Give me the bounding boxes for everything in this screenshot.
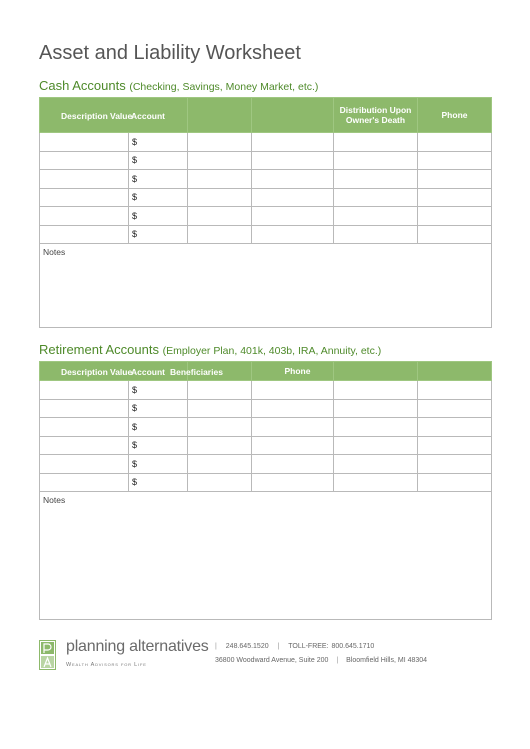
table-row — [40, 151, 492, 170]
ret-header-phone — [252, 362, 334, 381]
brand-tagline: Wealth Advisors for Life — [66, 662, 147, 668]
separator: | — [277, 643, 280, 650]
value-cell[interactable]: $ — [129, 473, 188, 492]
cash-header-description: Description — [61, 111, 108, 121]
separator: | — [215, 643, 217, 650]
ret-header-account: Account — [131, 367, 165, 377]
ret-header-description: Description — [61, 367, 108, 377]
ret-header-value: Value — [110, 367, 133, 377]
retirement-section-heading: Retirement Accounts — [39, 342, 159, 357]
description-cell[interactable] — [40, 151, 129, 170]
contact-address — [215, 657, 427, 664]
value-cell[interactable]: $ — [129, 225, 188, 244]
value-cell[interactable]: $ — [129, 399, 188, 418]
description-cell[interactable] — [40, 133, 129, 152]
retirement-notes-area[interactable] — [40, 492, 492, 620]
toll-free-number: TOLL-FREE: 800.645.1710 — [288, 643, 375, 650]
separator: | — [336, 657, 339, 664]
retirement-rows — [40, 381, 492, 620]
cash-header-account: Account — [131, 111, 165, 121]
table-row — [40, 436, 492, 455]
value-cell[interactable]: $ — [129, 133, 188, 152]
ret-header-col5 — [334, 362, 418, 381]
ret-header-beneficiaries-label: Beneficiaries — [170, 367, 223, 377]
brand-name: planning alternatives — [66, 638, 209, 655]
table-row — [40, 225, 492, 244]
notes-label: Notes — [43, 495, 66, 505]
notes-row — [40, 492, 492, 620]
ret-header-beneficiaries — [170, 362, 252, 381]
cash-accounts-table — [39, 97, 492, 328]
description-cell[interactable] — [40, 207, 129, 226]
cash-section-subtitle: (Checking, Savings, Money Market, etc.) — [129, 81, 319, 93]
value-cell[interactable]: $ — [129, 188, 188, 207]
cash-header-value: Value — [110, 111, 133, 121]
planning-alternatives-logo-icon — [39, 640, 56, 670]
table-row — [40, 170, 492, 189]
description-cell[interactable] — [40, 188, 129, 207]
cash-notes-area[interactable] — [40, 244, 492, 328]
description-cell[interactable] — [40, 399, 129, 418]
street-address: 36800 Woodward Avenue, Suite 200 — [215, 657, 329, 664]
ret-header-col6 — [418, 362, 492, 381]
description-cell[interactable] — [40, 436, 129, 455]
table-row — [40, 133, 492, 152]
retirement-section-title — [39, 342, 381, 357]
value-cell[interactable]: $ — [129, 455, 188, 474]
description-cell[interactable] — [40, 381, 129, 400]
value-cell[interactable]: $ — [129, 207, 188, 226]
table-row — [40, 418, 492, 437]
cash-header-distribution — [334, 98, 418, 133]
cash-section-title — [39, 78, 318, 93]
value-cell[interactable]: $ — [129, 170, 188, 189]
notes-row — [40, 244, 492, 328]
table-row — [40, 473, 492, 492]
cash-header-distribution-label: Distribution Upon Owner's Death — [339, 105, 412, 125]
cash-rows — [40, 133, 492, 328]
ret-header-phone-label: Phone — [284, 366, 311, 376]
value-cell[interactable]: $ — [129, 436, 188, 455]
retirement-section-subtitle: (Employer Plan, 401k, 403b, IRA, Annuity, etc.) — [162, 345, 382, 357]
description-cell[interactable] — [40, 455, 129, 474]
description-cell[interactable] — [40, 225, 129, 244]
phone-number: 248.645.1520 — [225, 643, 269, 650]
cash-header-phone: Phone — [418, 98, 492, 133]
description-cell[interactable] — [40, 418, 129, 437]
page-title: Asset and Liability Worksheet — [39, 42, 301, 64]
contact-phones — [215, 643, 374, 650]
city-state-zip: Bloomfield Hills, MI 48304 — [346, 657, 428, 664]
value-cell[interactable]: $ — [129, 381, 188, 400]
table-row — [40, 207, 492, 226]
table-row — [40, 188, 492, 207]
cash-header-col4 — [252, 98, 334, 133]
value-cell[interactable]: $ — [129, 418, 188, 437]
value-cell[interactable]: $ — [129, 151, 188, 170]
table-row — [40, 381, 492, 400]
description-cell[interactable] — [40, 473, 129, 492]
description-cell[interactable] — [40, 170, 129, 189]
cash-header-description-value — [40, 98, 188, 133]
notes-label: Notes — [43, 247, 66, 257]
cash-header-col3 — [188, 98, 252, 133]
table-row — [40, 399, 492, 418]
cash-section-heading: Cash Accounts — [39, 78, 126, 93]
ret-header-description-value — [40, 362, 188, 381]
footer — [39, 638, 491, 678]
retirement-accounts-table — [39, 361, 492, 620]
table-row — [40, 455, 492, 474]
